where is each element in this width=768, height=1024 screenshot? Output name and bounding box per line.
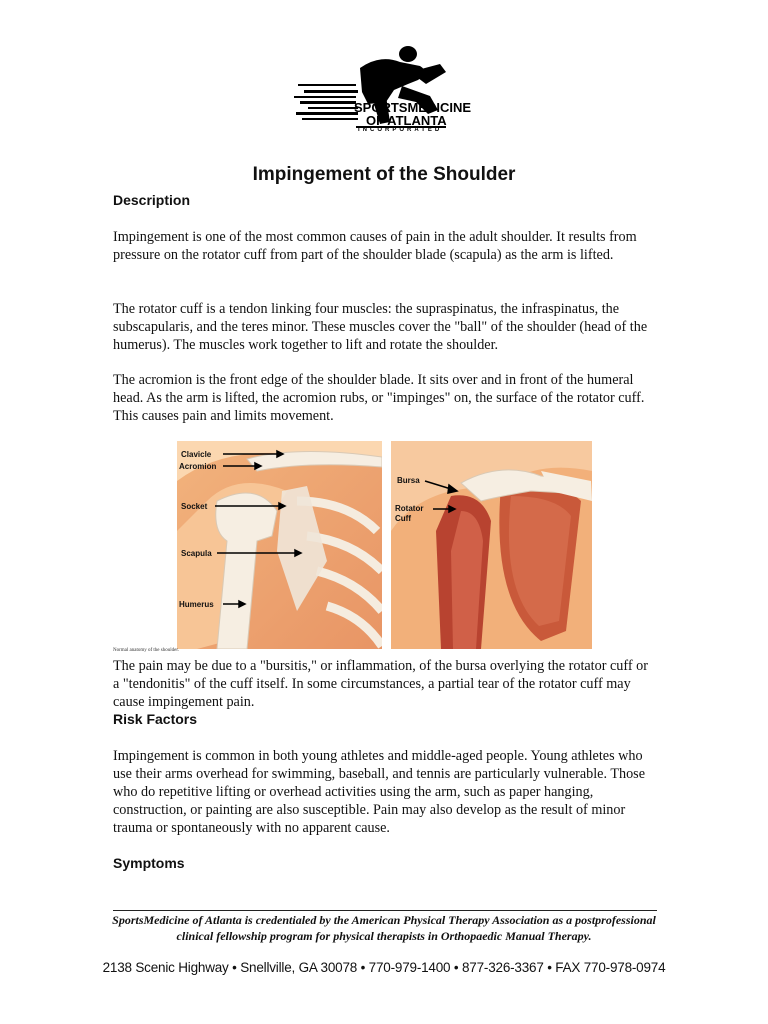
- logo-text-line3: INCORPORATED: [358, 127, 443, 133]
- label-socket: Socket: [181, 502, 208, 511]
- label-rotator: Rotator: [395, 504, 424, 513]
- footer-divider: [113, 910, 657, 911]
- figure-caption: Normal anatomy of the shoulder.: [113, 648, 179, 653]
- logo-text-line2: OF ATLANTA: [366, 113, 447, 128]
- label-bursa: Bursa: [397, 476, 420, 485]
- label-scapula: Scapula: [181, 549, 212, 558]
- page-title: Impingement of the Shoulder: [252, 164, 516, 185]
- footer-accreditation-note: SportsMedicine of Atlanta is credentialed by the American Physical Therapy Association as a postprofessional clinical fellowship program for physical therapists in Orthopaedic Manual Therapy.: [112, 913, 656, 943]
- description-paragraph-4: The pain may be due to a "bursitis," or inflammation, of the bursa overlying the rotator cuff or a "tendonitis" of the cuff itself. In some circumstances, a partial tear of the rotator cuff may cause impingement pain.: [113, 658, 648, 710]
- shoulder-side-illustration: [391, 441, 592, 649]
- risk-factors-heading: Risk Factors: [113, 711, 198, 727]
- description-paragraph-1: Impingement is one of the most common causes of pain in the adult shoulder. It results from pressure on the rotator cuff from part of the shoulder blade (scapula) as the arm is lifted.: [113, 229, 637, 263]
- shoulder-front-illustration: [177, 441, 382, 649]
- logo-text-line1: SPORTSMEDICINE: [354, 100, 472, 115]
- symptoms-heading: Symptoms: [113, 855, 185, 871]
- description-heading: Description: [113, 192, 191, 208]
- label-cuff: Cuff: [395, 514, 411, 523]
- shoulder-anatomy-front-figure: [177, 441, 382, 649]
- description-paragraph-2: The rotator cuff is a tendon linking four muscles: the supraspinatus, the infraspinatus, the subscapularis, and the teres minor. These muscles cover the "ball" of the shoulder (head of the humerus). The muscles work together to lift and rotate the shoulder.: [113, 301, 648, 353]
- risk-factors-paragraph: Impingement is common in both young athletes and middle-aged people. Young athletes who use their arms overhead for swimming, baseball, and tennis are particularly vulnerable. Those who do repetitive lifting or overhead activities using the arm, such as paper hanging, construction, or painting are also susceptible. Pain may also develop as the result of minor trauma or spontaneously with no apparent cause.: [113, 748, 645, 836]
- shoulder-anatomy-side-figure: [391, 441, 592, 649]
- label-clavicle: Clavicle: [181, 450, 212, 459]
- label-humerus: Humerus: [179, 600, 214, 609]
- footer-address: 2138 Scenic Highway • Snellville, GA 30078 • 770-979-1400 • 877-326-3367 • FAX 770-978-0974: [102, 960, 666, 975]
- description-paragraph-3: The acromion is the front edge of the shoulder blade. It sits over and in front of the humeral head. As the arm is lifted, the acromion rubs, or "impinges" on, the surface of the rotator cuff. This causes pain and limits movement.: [113, 372, 645, 424]
- label-acromion: Acromion: [179, 462, 217, 471]
